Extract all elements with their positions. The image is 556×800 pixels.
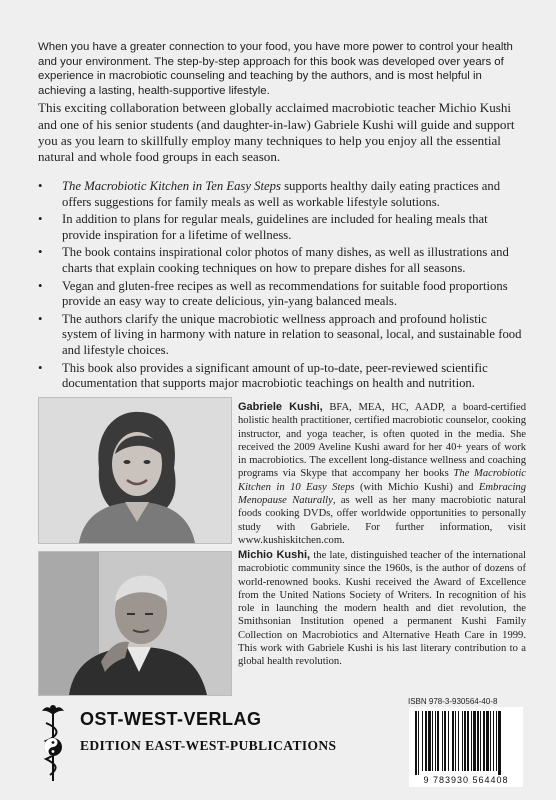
list-item (38, 312, 524, 359)
author-name: Gabriele Kushi, (238, 401, 323, 413)
list-item-text: supports healthy daily eating practices and offers suggestions for family meals as well as workable lifestyle solutions. (62, 179, 501, 209)
book-title: The Macrobiotic Kitchen in Ten Easy Steps (62, 179, 281, 193)
portrait-woman-icon (39, 398, 231, 543)
bullet-icon: • (38, 212, 43, 227)
bullet-icon: • (38, 278, 43, 293)
list-item-text: In addition to plans for regular meals, guidelines are included for healing meals that provide inspiration for a lifetime of wellness. (62, 212, 488, 242)
bio-text: , as well as her many macrobiotic natural foods cooking DVDs, offer worldwide opportunities to personally study with Gabriele. For further information, visit www.kushiskitchen.com. (238, 495, 526, 546)
barcode-bars-icon (409, 707, 523, 775)
michio-photo (38, 551, 232, 696)
edition-name: EDITION EAST-WEST-PUBLICATIONS (80, 738, 337, 753)
barcode-digits: 9 783930 564408 (409, 775, 523, 785)
bio-text: (with Michio Kushi) and (354, 481, 479, 493)
gabriele-photo (38, 397, 232, 544)
list-item-text: The authors clarify the unique macrobiotic wellness approach and profound holistic system of living in harmony with nature in relation to seasonal, local, and sustainable food and lifestyle choices. (62, 311, 522, 357)
caduceus-logo-icon (36, 703, 70, 783)
portrait-man-icon (39, 552, 231, 695)
publisher-name: OST-WEST-VERLAG (80, 709, 262, 729)
bullet-icon: • (38, 179, 43, 193)
isbn-label: ISBN 978-3-930564-40-8 (408, 697, 498, 706)
list-item (38, 245, 524, 276)
bio-text: the late, distinguished teacher of the international macrobiotic community since the 1960s, is the author of dozens of world-renowned books. Kushi received the Award of Excellence from the United Nations Society of Writers. In recognition of his role in launching the modern health and diet revolution, the Smithsonian Institution opened a permanent Kushi Family Collection on Macrobiotics and Alternative Heath Care in 1999. This work with Gabriele Kushi is his last literary contribution to a global health revolution. (238, 550, 526, 668)
intro-text (38, 40, 524, 167)
feature-list (38, 179, 524, 394)
list-item (38, 361, 524, 392)
bullet-icon: • (38, 311, 43, 326)
list-item (38, 179, 524, 210)
list-item-text: Vegan and gluten-free recipes as well as recommendations for suitable food proportions provide an easy way to create delicious, yin-yang balanced meals. (62, 278, 508, 309)
list-item (38, 212, 524, 243)
author-name: Michio Kushi, (238, 549, 311, 561)
intro-paragraph-1: When you have a greater connection to your food, you have more power to control your health and your environment. The step-by-step approach for this book was developed over years of experience in macrobiotic counseling and teaching by the authors, and is most helpful in achieving a lasting, health-supportive lifestyle. (38, 41, 513, 97)
list-item (38, 279, 524, 310)
bullet-icon: • (38, 245, 43, 260)
michio-bio (238, 549, 526, 669)
book-title: The Macrobiotic Kitchen in 10 Easy Steps (238, 468, 527, 493)
bio-text: BFA, MEA, HC, AADP, a board-certified holistic health practitioner, certified macrobiotic counselor, cooking instructor, and yoga teacher, is often quoted in the media. She received the 2009 Aveline Kushi award for her 40+ years of work in macrobiotics. The excellent long-distance wellness and coaching programs via Skype that accompany her books (238, 402, 526, 480)
book-title: Embracing Menopause Naturally (238, 481, 526, 507)
list-item-text: The book contains inspirational color photos of many dishes, as well as illustrations and charts that explain cooking techniques on how to prepare dishes for all seasons. (62, 245, 509, 275)
intro-paragraph-2: This exciting collaboration between globally acclaimed macrobiotic teacher Michio Kushi and one of his senior students (and daughter-in-law) Gabriele Kushi will guide and support you as you learn to skillfully employ many techniques to help you enjoy all the essential natural and whole food groups in each season. (38, 100, 515, 164)
list-item-text: This book also provides a significant amount of up-to-date, peer-reviewed scientific documentation that supports major macrobiotic teachings on health and nutrition. (62, 360, 488, 391)
bullet-icon: • (38, 360, 43, 375)
gabriele-bio (238, 401, 526, 547)
